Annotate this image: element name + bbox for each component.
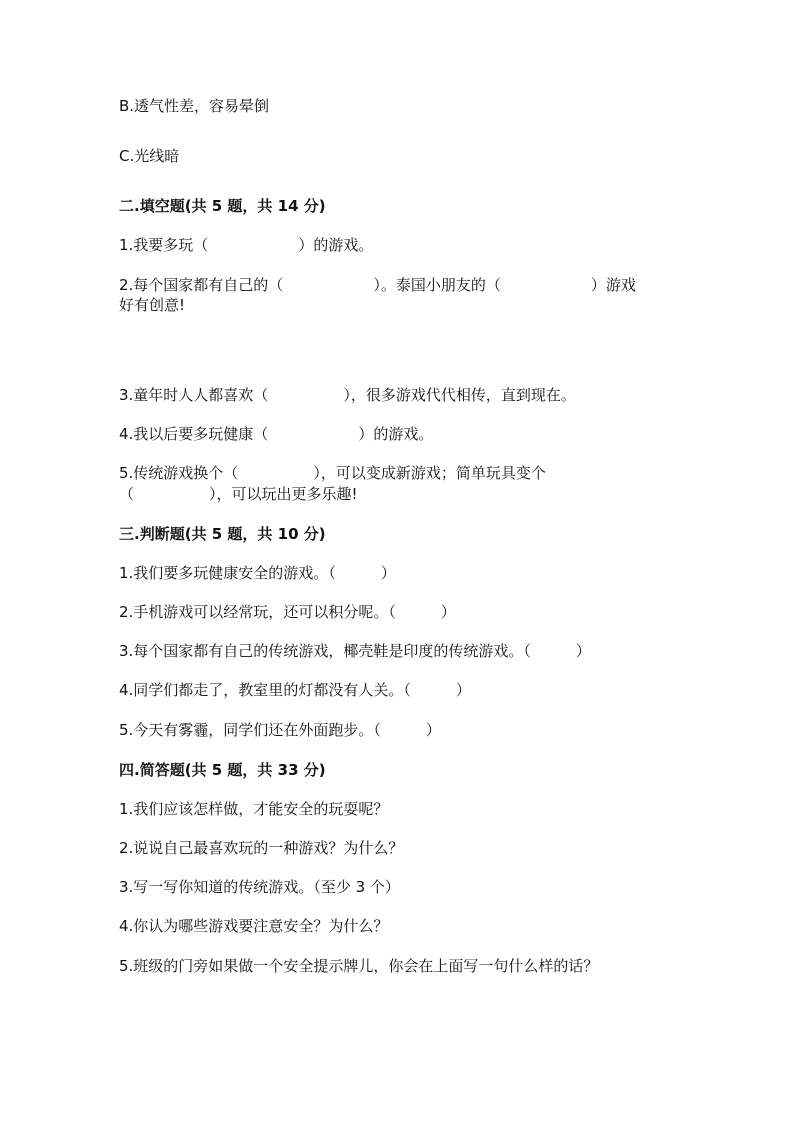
fill-question-2-line-1: 2.每个国家都有自己的（ ）。泰国小朋友的（ ）游戏 (119, 276, 636, 294)
judge-question-1: 1.我们要多玩健康安全的游戏。（ ） (119, 564, 396, 582)
judge-question-5: 5.今天有雾霾，同学们还在外面跑步。（ ） (119, 721, 441, 739)
fill-question-5-line-1: 5.传统游戏换个（ ），可以变成新游戏；简单玩具变个 (119, 464, 546, 482)
section-heading-true-false: 三.判断题(共 5 题，共 10 分) (119, 525, 326, 543)
fill-question-2-line-2: 好有创意! (119, 296, 186, 314)
judge-question-2: 2.手机游戏可以经常玩，还可以积分呢。（ ） (119, 603, 456, 621)
judge-question-4: 4.同学们都走了，教室里的灯都没有人关。（ ） (119, 681, 471, 699)
short-answer-question-1: 1.我们应该怎样做，才能安全的玩耍呢？ (119, 800, 389, 818)
short-answer-question-4: 4.你认为哪些游戏要注意安全？为什么？ (119, 917, 389, 935)
fill-question-5-line-2: （ ），可以玩出更多乐趣! (119, 485, 358, 503)
section-heading-short-answer: 四.简答题(共 5 题，共 33 分) (119, 761, 326, 779)
judge-question-3: 3.每个国家都有自己的传统游戏，椰壳鞋是印度的传统游戏。（ ） (119, 642, 591, 660)
short-answer-question-5: 5.班级的门旁如果做一个安全提示牌儿，你会在上面写一句什么样的话？ (119, 957, 599, 975)
option-c: C.光线暗 (119, 147, 180, 165)
short-answer-question-2: 2.说说自己最喜欢玩的一种游戏？为什么？ (119, 839, 404, 857)
option-b: B.透气性差，容易晕倒 (119, 97, 270, 115)
fill-question-3: 3.童年时人人都喜欢（ ），很多游戏代代相传，直到现在。 (119, 386, 576, 404)
fill-question-4: 4.我以后要多玩健康（ ）的游戏。 (119, 425, 434, 443)
section-heading-fill-blank: 二.填空题(共 5 题，共 14 分) (119, 197, 326, 215)
short-answer-question-3: 3.写一写你知道的传统游戏。（至少 3 个） (119, 878, 400, 896)
fill-question-1: 1.我要多玩（ ）的游戏。 (119, 236, 374, 254)
